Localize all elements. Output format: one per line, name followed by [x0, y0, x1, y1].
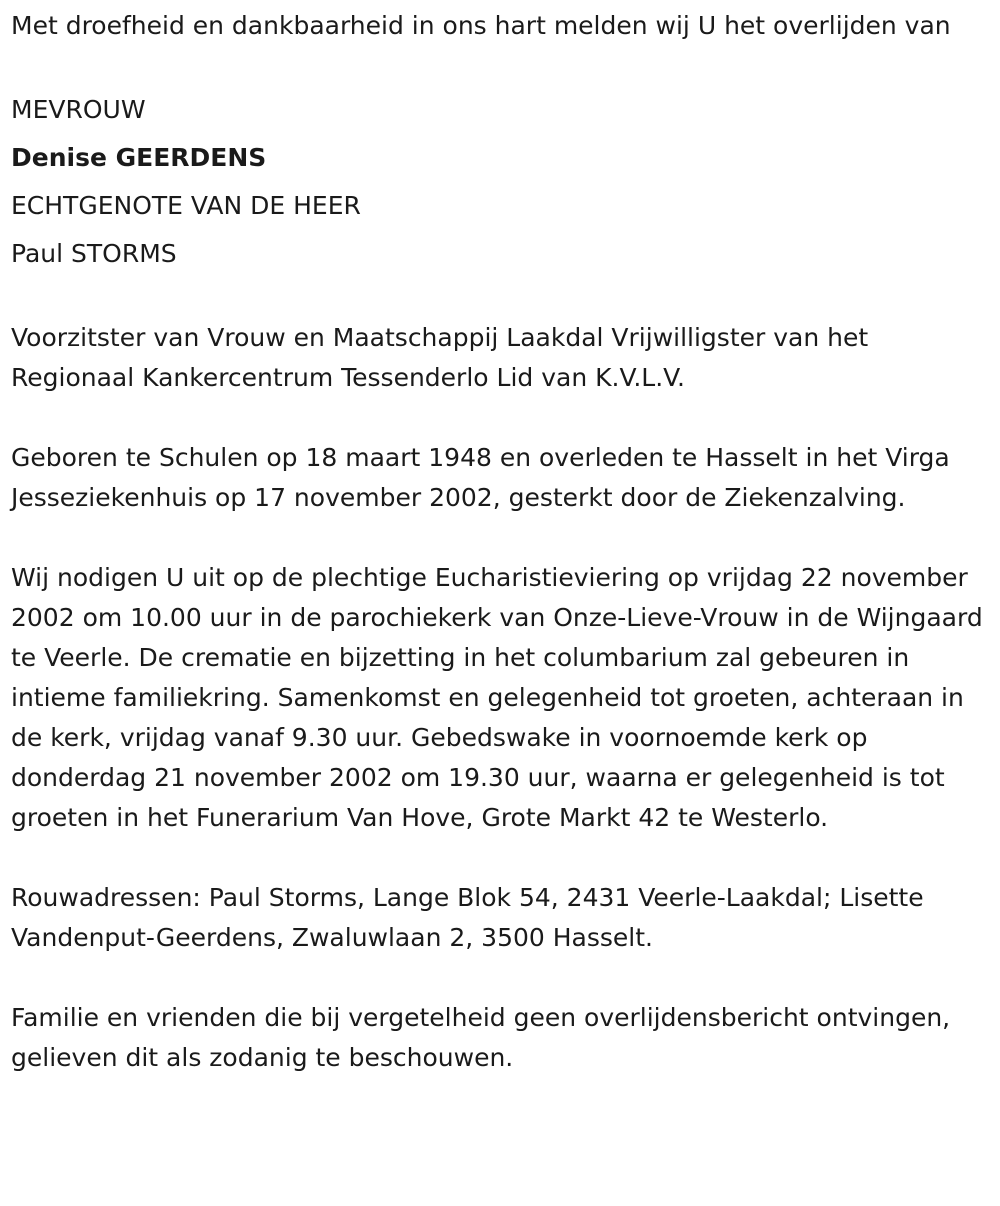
deceased-name: Denise GEERDENS [11, 143, 267, 172]
obituary-notice [11, 6, 991, 1078]
birth-death-paragraph: Geboren te Schulen op 18 maart 1948 en overleden te Hasselt in het Virga Jesseziekenhuis op 17 november 2002, gesterkt door de Ziekenzalving. [11, 443, 950, 512]
intro-text: Met droefheid en dankbaarheid in ons hart melden wij U het overlijden van [11, 11, 951, 40]
honorific: MEVROUW [11, 95, 146, 124]
closing-paragraph: Familie en vrienden die bij vergetelheid geen overlijdensbericht ontvingen, gelieven dit als zodanig te beschouwen. [11, 1003, 951, 1072]
spouse-relation: ECHTGENOTE VAN DE HEER [11, 191, 361, 220]
ceremony-paragraph: Wij nodigen U uit op de plechtige Eucharistieviering op vrijdag 22 november 2002 om 10.00 uur in de parochiekerk van Onze-Lieve-Vrouw in de Wijngaard te Veerle. De crematie en bijzetting in het columbarium zal gebeuren in intieme familiekring. Samenkomst en gelegenheid tot groeten, achteraan in de kerk, vrijdag vanaf 9.30 uur. Gebedswake in voornoemde kerk op donderdag 21 november 2002 om 19.30 uur, waarna er gelegenheid is tot groeten in het Funerarium Van Hove, Grote Markt 42 te Westerlo. [11, 563, 983, 832]
affiliations-paragraph: Voorzitster van Vrouw en Maatschappij Laakdal Vrijwilligster van het Regionaal Kankercentrum Tessenderlo Lid van K.V.L.V. [11, 323, 869, 392]
spouse-name: Paul STORMS [11, 239, 177, 268]
addresses-paragraph: Rouwadressen: Paul Storms, Lange Blok 54, 2431 Veerle-Laakdal; Lisette Vandenput-Geerdens, Zwaluwlaan 2, 3500 Hasselt. [11, 883, 924, 952]
